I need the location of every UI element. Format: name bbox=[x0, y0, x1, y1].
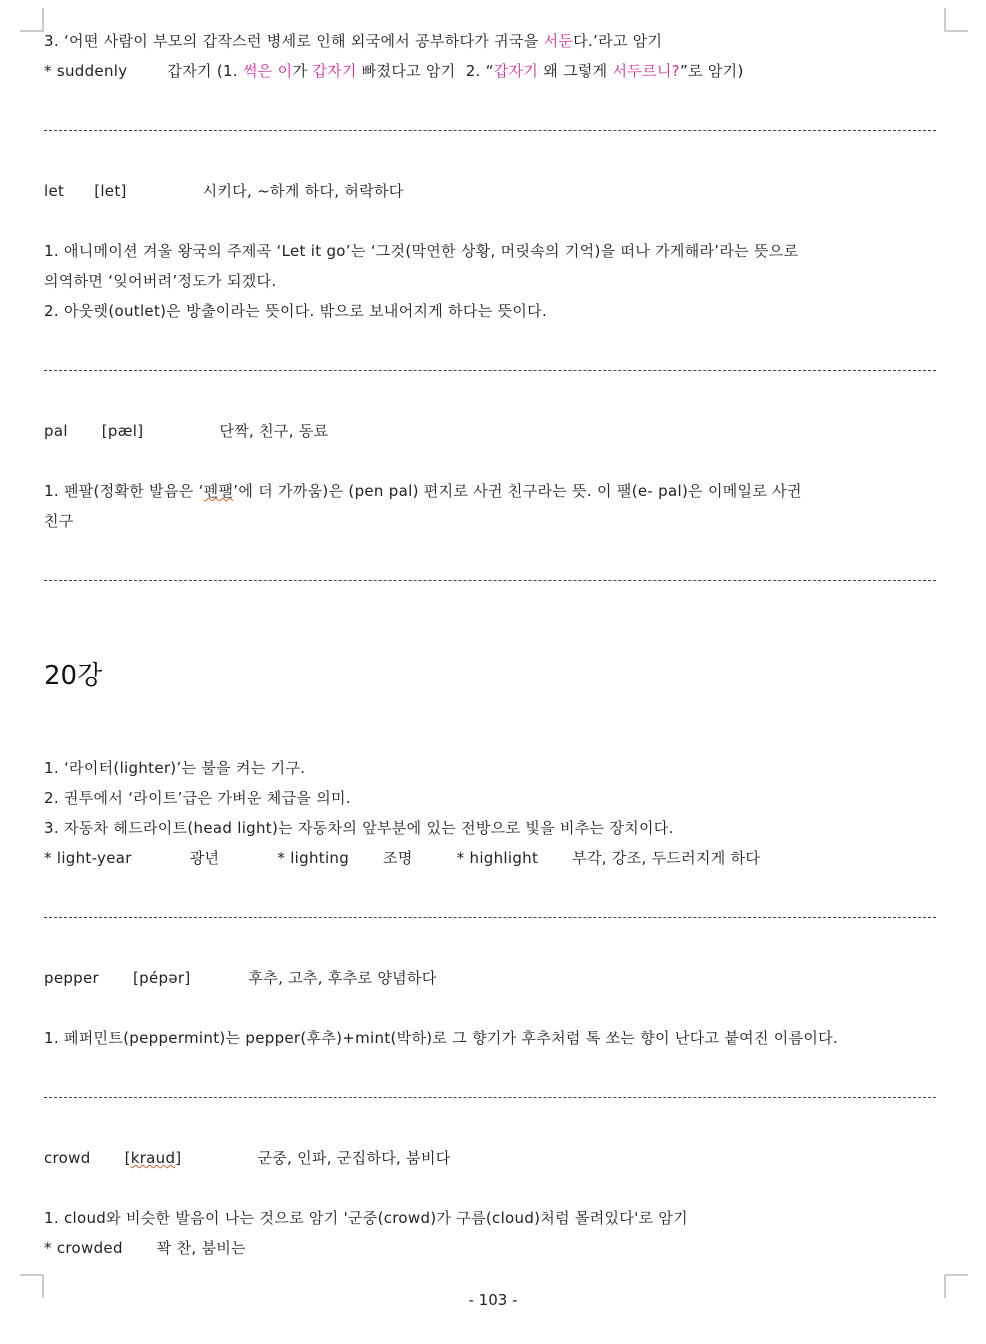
vocab-entry-pal bbox=[44, 421, 328, 441]
note-line: 1. 페퍼민트(peppermint)는 pepper(후추)+mint(박하)로 그 향기가 후추처럼 톡 쏘는 향이 난다고 붙여진 이름이다. bbox=[44, 1029, 839, 1047]
note-line: 1. 애니메이션 겨울 왕국의 주제곡 ‘Let it go’는 ‘그것(막연한 상황, 머릿속의 기억)을 떠나 가게해라’라는 뜻으로 bbox=[44, 242, 799, 260]
note-line: 1. ‘라이터(lighter)’는 불을 켜는 기구. bbox=[44, 759, 306, 777]
note-line: 3. 자동차 헤드라이트(head light)는 자동차의 앞부분에 있는 전방으로 빛을 비추는 장치이다. bbox=[44, 819, 674, 837]
vocab-pronunciation: [pæl] bbox=[101, 422, 144, 440]
note-line: 3. ‘어떤 사람이 부모의 갑작스런 병세로 인해 외국에서 공부하다가 귀국을 서둔다.’라고 암기 bbox=[44, 32, 663, 50]
note-line: 1. cloud와 비슷한 발음이 나는 것으로 암기 '군중(crowd)가 구름(cloud)처럼 몰려있다'로 암기 bbox=[44, 1209, 688, 1227]
vocab-pronunciation: [let] bbox=[94, 182, 127, 200]
corner-mark-top-left bbox=[20, 8, 44, 32]
vocab-entry-crowd bbox=[44, 1148, 451, 1168]
note-line: 친구 bbox=[44, 512, 74, 530]
note-line: 1. 펜팔(정확한 발음은 ‘펜팰’에 더 가까움)은 (pen pal) 편지로 사귄 친구라는 뜻. 이 팰(e- pal)은 이메일로 사귄 bbox=[44, 482, 802, 500]
dashed-divider bbox=[44, 580, 936, 581]
page-number: - 103 - bbox=[468, 1291, 518, 1309]
note-line: * light-year 광년 * lighting 조명 * highlight 부각, 강조, 두드러지게 하다 bbox=[44, 849, 761, 867]
dashed-divider bbox=[44, 370, 936, 371]
corner-mark-top-right bbox=[944, 8, 968, 32]
vocab-meaning: 시키다, ~하게 하다, 허락하다 bbox=[202, 182, 404, 200]
note-line: 의역하면 ‘잊어버려’정도가 되겠다. bbox=[44, 272, 277, 290]
vocab-word: pal bbox=[44, 422, 68, 440]
dashed-divider bbox=[44, 130, 936, 131]
vocab-meaning: 군중, 인파, 군집하다, 붐비다 bbox=[257, 1149, 451, 1167]
vocab-entry-pepper bbox=[44, 968, 437, 988]
dashed-divider bbox=[44, 917, 936, 918]
dashed-divider bbox=[44, 1097, 936, 1098]
note-line: * crowded 꽉 찬, 붐비는 bbox=[44, 1239, 246, 1257]
vocab-meaning: 단짝, 친구, 동료 bbox=[219, 422, 329, 440]
note-line: 2. 아웃렛(outlet)은 방출이라는 뜻이다. 밖으로 보내어지게 하다는 뜻이다. bbox=[44, 302, 548, 320]
vocab-word: let bbox=[44, 182, 65, 200]
vocab-word: pepper bbox=[44, 969, 99, 987]
note-line: * suddenly 갑자기 (1. 썩은 이가 갑자기 빠졌다고 암기 2. “갑자기 왜 그렇게 서두르니?”로 암기) bbox=[44, 62, 744, 80]
lesson-heading: 20강 bbox=[44, 661, 103, 691]
vocab-word: crowd bbox=[44, 1149, 91, 1167]
vocab-meaning: 후추, 고추, 후추로 양념하다 bbox=[248, 969, 437, 987]
vocab-pronunciation: [pépər] bbox=[133, 969, 191, 987]
note-line: 2. 권투에서 ‘라이트’급은 가벼운 체급을 의미. bbox=[44, 789, 351, 807]
vocab-entry-let bbox=[44, 181, 404, 201]
vocab-pronunciation: [kraud] bbox=[124, 1149, 182, 1167]
